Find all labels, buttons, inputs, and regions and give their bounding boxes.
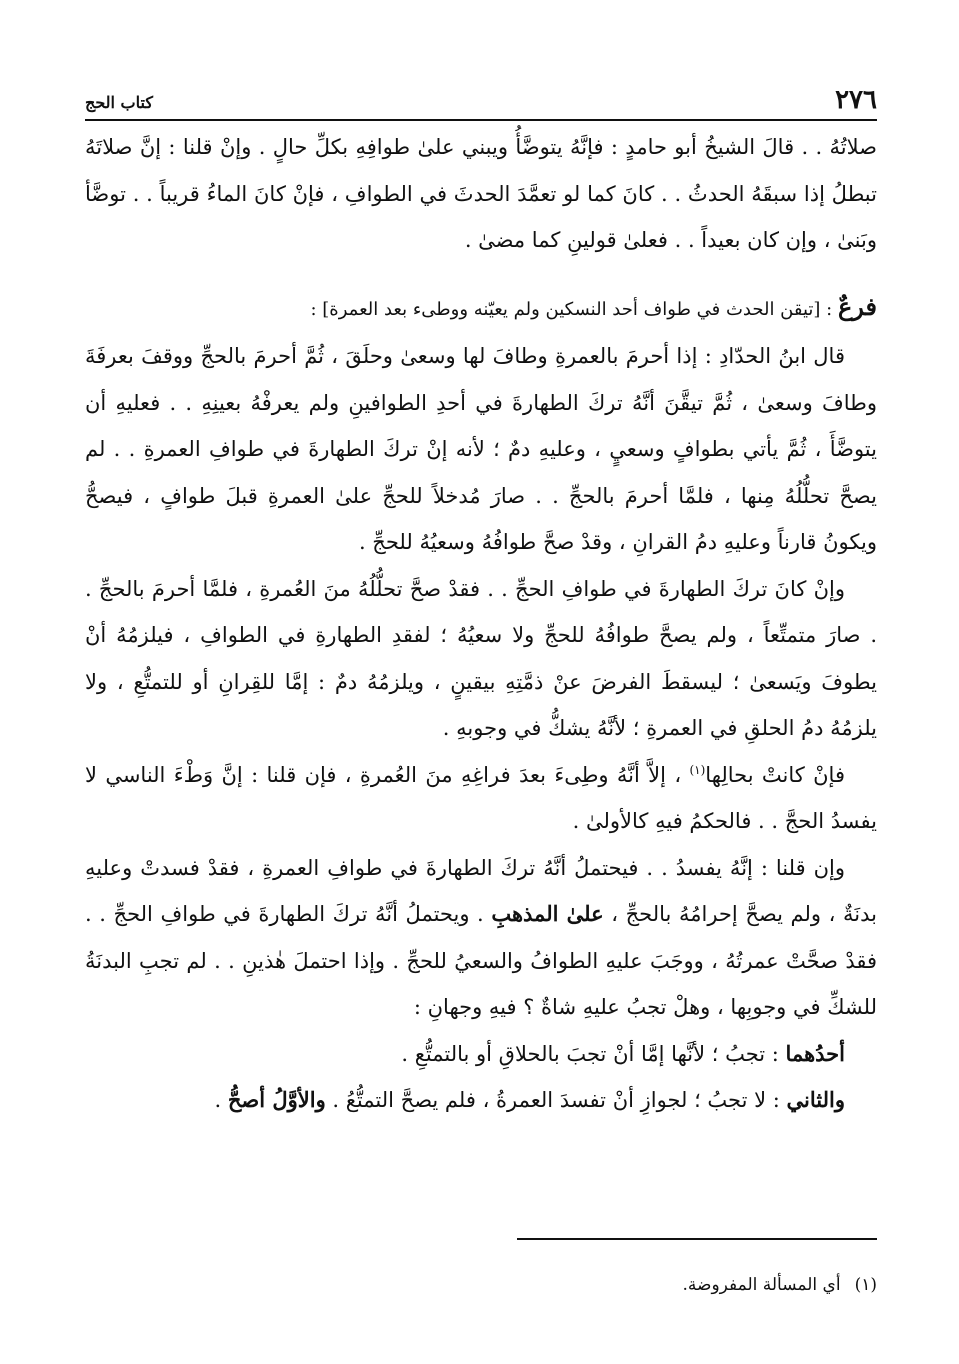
bold-term: علىٰ المذهبِ [491, 901, 604, 926]
opinion-label: والثاني [786, 1087, 845, 1112]
heading-title: : [تيقن الحدث في طواف أحد النسكين ولم يعيّنه ووطىء بعد العمرة] : [310, 298, 838, 320]
opinion-text: : لا تجبُ ؛ لجوازِ أنْ تفسدَ العمرةُ ، فلم يصحَّ التمتُّعُ . [325, 1088, 787, 1112]
opinion-first [85, 1031, 877, 1078]
text-segment: . ويحتملُ أنَّهُ تركَ الطهارةَ في طوافِ الحجِّ . . فقدْ صحَّتْ عمرتُهُ ، ووجَبَ عليهِ الطوافُ والسعيُ للحجِّ . وإذا احتملَ هٰذينِ . . لم تجبِ البدنَةُ للشكِّ في وجوبِها ، وهلْ تجبُ عليهِ شاةٌ ؟ فيهِ وجهانِ : [85, 902, 877, 1019]
opinion-second [85, 1077, 877, 1124]
text-segment: فإنْ كانتْ بحالِها [705, 762, 845, 787]
header-rule [85, 119, 877, 121]
opinion-label: أحدُهما [785, 1040, 845, 1066]
paragraph-intercourse-case [85, 752, 877, 845]
page-number: ٢٧٦ [835, 85, 877, 115]
text-segment: وإن قلنا : إنَّهُ يفسدُ . . فيحتملُ أنَّهُ تركَ الطهارةَ في طوافِ العمرةِ ، فقدْ فسدتْ وعليهِ بدنَةٌ ، ولم يصحَّ إحرامُهُ بالحجِّ ، [85, 855, 877, 926]
footnote-text: أي المسألة المفروضة. [682, 1275, 841, 1295]
paragraph-continuation: صلاتُهُ . . قالَ الشيخُ أبو حامدٍ : فإنَّهُ يتوضَّأُ ويبني علىٰ طوافِهِ بكلِّ حالٍ . وإنْ قلنا : إنَّ صلاتَهُ تبطلُ إذا سبقَهُ الحدثُ . . كانَ كما لو تعمَّدَ الحدثَ في الطوافِ ، فإنْ كانَ الماءُ قريباً . . توضَّأ وبَنىٰ ، وإن كان بعيداً . . فعلىٰ قولينِ كما مضىٰ . [85, 135, 877, 252]
footnote-number: (١) [854, 1275, 877, 1295]
footnote-marker: (١) [689, 762, 706, 777]
heading-label: فرعٌ [837, 291, 877, 321]
running-title: كتاب الحج [85, 93, 153, 112]
section-gap [85, 264, 877, 284]
page-header [85, 80, 877, 114]
opinion-text: : تجبُ ؛ لأنَّها إمَّا أنْ تجبَ بالحلاقِ أو بالتمتُّعِ . [401, 1041, 786, 1066]
footnote [85, 1272, 877, 1298]
section-heading [85, 284, 877, 334]
paragraph-hajj-case: وإنْ كانَ تركَ الطهارةَ في طوافِ الحجِّ . . فقدْ صحَّ تحلُّلُهُ منَ العُمرةِ ، فلمَّا أحرمَ بالحجِّ . . صارَ متمتِّعاً ، ولم يصحَّ طوافُهُ للحجِّ ولا سعيُهُ ؛ لفقدِ الطهارةِ في الطوافِ ، فيلزمُهُ أنْ يطوفَ ويَسعىٰ ؛ ليسقطَ الفرضَ عنْ ذمَّتِهِ بيقينٍ ، ويلزمُهُ دمٌ : إمَّا للقِرانِ أو للتمتُّعِ ، ولا يلزمُهُ دمُ الحلقِ في العمرةِ ؛ لأنَّهُ يشكُّ في وجوبهِ . [85, 576, 877, 740]
text-segment: ، إلاَّ أنَّهُ وطِىءَ بعدَ فراغِهِ منَ العُمرةِ ، فإن قلنا : إنَّ وَطْءَ الناسي لا يفسدُ الحجَّ . . فالحكمُ فيهِ كالأولىٰ . [85, 762, 877, 833]
bold-term: والأوَّلُ أصحُّ [227, 1087, 326, 1112]
footnote-rule [517, 1238, 877, 1240]
paragraph-corruption-case [85, 845, 877, 1031]
paragraph-ibn-haddad: قال ابنُ الحدّادِ : إذا أحرمَ بالعمرةِ وطافَ لها وسعىٰ وحلَقَ ، ثُمَّ أحرمَ بالحجِّ ووقفَ بعرفَةَ وطافَ وسعىٰ ، ثُمَّ تيقَّنَ أنَّهُ تركَ الطهارةَ في أحدِ الطوافينِ ولم يعرفْهُ بعينِهِ . . فعليهِ أن يتوضَّأَ ، ثُمَّ يأتي بطوافٍ وسعيٍ ، وعليهِ دمٌ ؛ لأنه إنْ تركَ الطهارةَ في طوافِ العمرةِ . . لم يصحَّ تحلُّلُهُ مِنها ، فلمَّا أحرمَ بالحجِّ . . صارَ مُدخلاً للحجِّ علىٰ العمرةِ قبلَ طوافٍ ، فيصحُّ ويكونُ قارناً وعليهِ دمُ القرانِ ، وقدْ صحَّ طوافُهُ وسعيُهُ للحجِّ . [85, 344, 877, 554]
text-segment: . [214, 1088, 228, 1112]
page-body [85, 124, 877, 1124]
